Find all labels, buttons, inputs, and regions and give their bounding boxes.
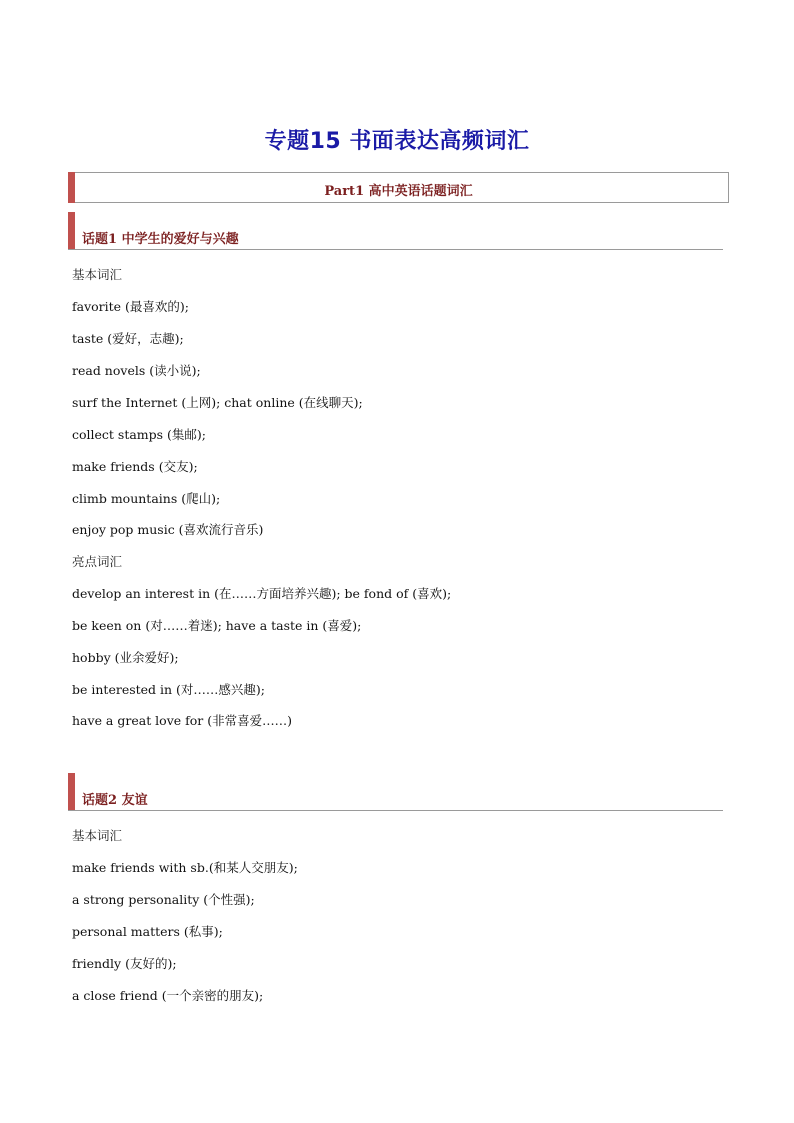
vocab-item: a close friend (一个亲密的朋友); (72, 988, 264, 1003)
vocab-item: a strong personality (个性强); (72, 892, 255, 907)
topic-2-header (68, 773, 723, 811)
vocab-item: enjoy pop music (喜欢流行音乐) (72, 522, 264, 537)
vocab-item: hobby (业余爱好); (72, 650, 179, 665)
part-title: Part1 高中英语话题词汇 (324, 184, 473, 199)
part-header-box (68, 172, 729, 203)
vocab-item: taste (爱好，志趣); (72, 331, 184, 346)
vocab-item: favorite (最喜欢的); (72, 299, 189, 314)
vocab-item: collect stamps (集邮); (72, 427, 207, 442)
topic-1-title: 话题1 中学生的爱好与兴趣 (82, 232, 239, 247)
document-title: 专题15 书面表达高频词汇 (264, 129, 530, 154)
topic-1-highlight-label: 亮点词汇 (72, 554, 123, 569)
topic-2-accent-bar (68, 773, 75, 810)
vocab-item: friendly (友好的); (72, 956, 177, 971)
vocab-item: develop an interest in (在……方面培养兴趣); be fond of (喜欢); (72, 586, 452, 601)
vocab-item: be keen on (对……着迷); have a taste in (喜爱); (72, 618, 362, 633)
topic-1-accent-bar (68, 212, 75, 249)
vocab-item: personal matters (私事); (72, 924, 223, 939)
vocab-item: climb mountains (爬山); (72, 491, 221, 506)
topic-1-basic-label: 基本词汇 (72, 267, 123, 282)
vocab-item: surf the Internet (上网); chat online (在线聊天); (72, 395, 363, 410)
topic-2-title: 话题2 友谊 (82, 793, 148, 808)
topic-1-header (68, 212, 723, 250)
topic-2-basic-label: 基本词汇 (72, 828, 123, 843)
vocab-item: be interested in (对……感兴趣); (72, 682, 266, 697)
vocab-item: read novels (读小说); (72, 363, 201, 378)
vocab-item: make friends (交友); (72, 459, 198, 474)
vocab-item: have a great love for (非常喜爱……) (72, 713, 292, 728)
vocab-item: make friends with sb.(和某人交朋友); (72, 860, 298, 875)
